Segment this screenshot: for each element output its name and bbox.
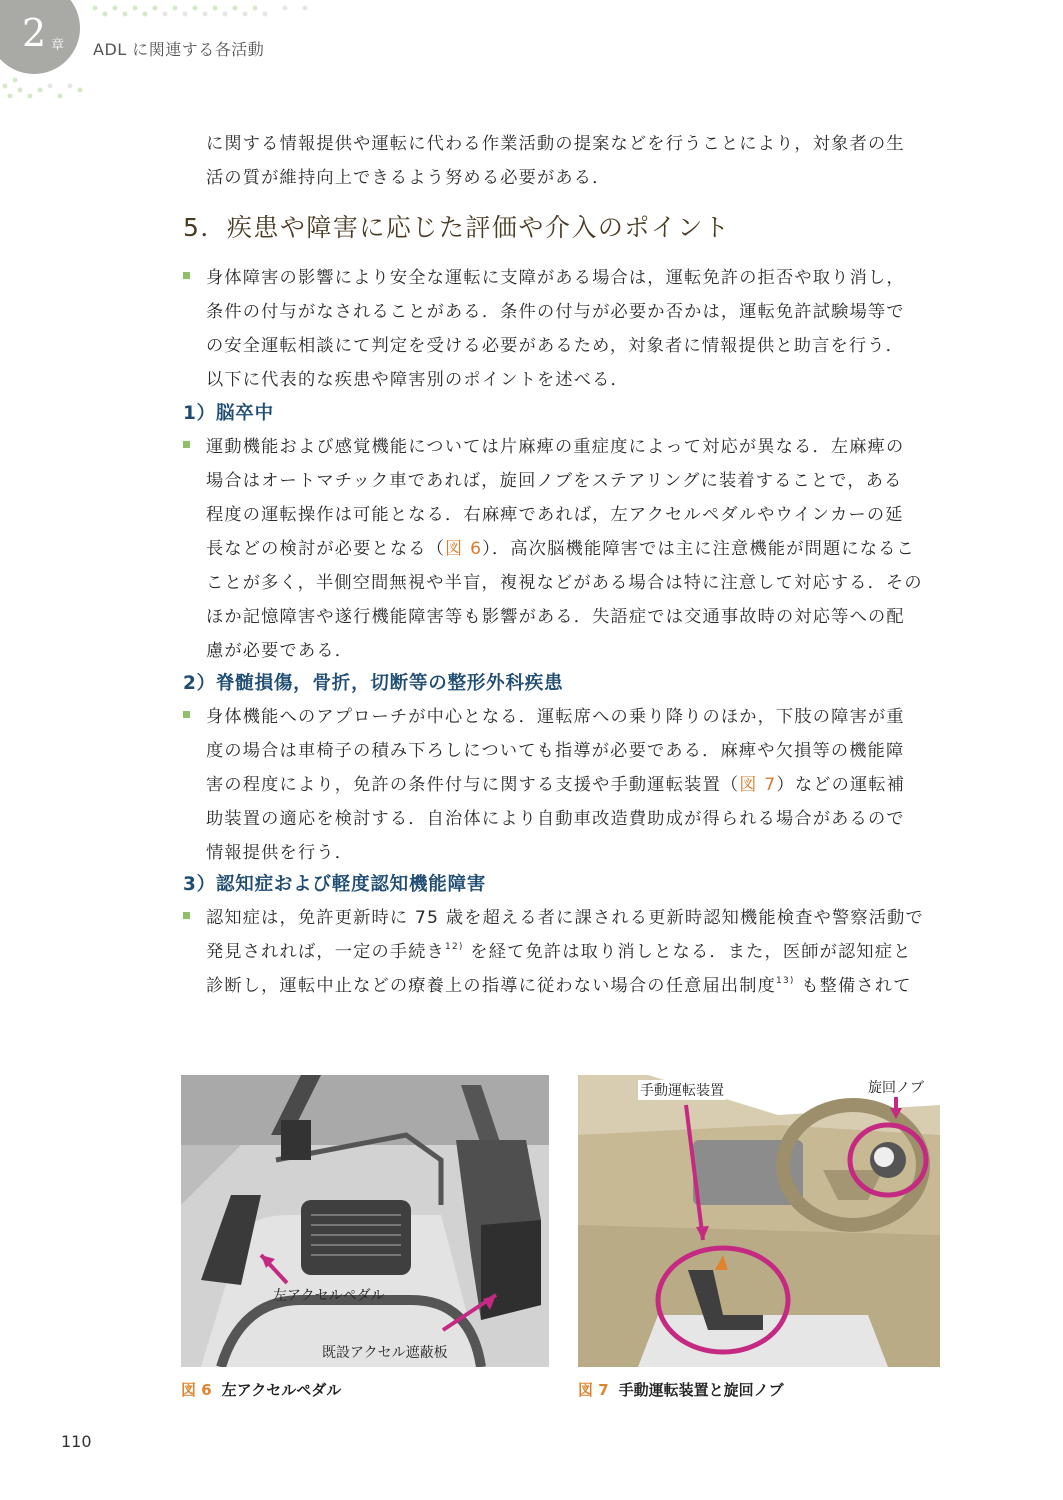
dementia-paragraph xyxy=(206,901,942,1003)
figure-7-label-knob: 旋回ノブ xyxy=(866,1077,926,1097)
figure-6-caption: 図 6 左アクセルペダル xyxy=(181,1381,342,1399)
section-heading: 5．疾患や障害に応じた評価や介入のポイント xyxy=(183,213,731,242)
subheading-stroke: 1）脳卒中 xyxy=(183,403,274,424)
bullet-marker xyxy=(183,711,190,718)
text-line: 害の程度により，免許の条件付与に関する支援や手動運転装置（図 7）などの運転補 xyxy=(206,775,906,795)
text-line: 程度の運転操作は可能となる．右麻痺であれば，左アクセルペダルやウインカーの延 xyxy=(206,505,904,525)
text-line: 身体機能へのアプローチが中心となる．運転席への乗り降りのほか，下肢の障害が重 xyxy=(206,707,905,727)
text-line: 認知症は，免許更新時に 75 歳を超える者に課される更新時認知機能検査や警察活動で xyxy=(206,908,924,928)
text-line: 身体障害の影響により安全な運転に支障がある場合は，運転免許の拒否や取り消し， xyxy=(206,268,905,288)
orthopedic-paragraph xyxy=(206,700,942,870)
bullet-paragraph xyxy=(206,261,942,397)
bullet-marker xyxy=(183,272,190,279)
subheading-dementia: 3）認知症および軽度認知機能障害 xyxy=(183,874,487,895)
text-line: 場合はオートマチック車であれば，旋回ノブをステアリングに装着することで，ある xyxy=(206,471,903,491)
text-line: 長などの検討が必要となる（図 6）．高次脳機能障害では主に注意機能が問題になるこ xyxy=(206,539,915,559)
chapter-number: 2 xyxy=(22,11,47,55)
text-line: 慮が必要である． xyxy=(206,641,354,661)
text-line: 発見されれば，一定の手続き$^{12)}$ を経て免許は取り消しとなる．また，医師が認知症と xyxy=(206,942,912,962)
figure-7-reference[interactable]: 図 7 xyxy=(739,775,777,795)
text-line: に関する情報提供や運転に代わる作業活動の提案などを行うことにより，対象者の生 xyxy=(206,134,905,154)
subheading-orthopedic: 2）脊髄損傷，骨折，切断等の整形外科疾患 xyxy=(183,673,564,694)
intro-paragraph xyxy=(206,127,942,195)
page-number: 110 xyxy=(61,1432,92,1451)
text-line: の安全運転相談にて判定を受ける必要があるため，対象者に情報提供と助言を行う． xyxy=(206,336,905,356)
text-line: 情報提供を行う． xyxy=(206,843,354,863)
citation-12: 12) xyxy=(445,942,464,952)
figure-7-caption: 図 7 手動運転装置と旋回ノブ xyxy=(578,1381,784,1399)
figure-7-illustration xyxy=(578,1075,940,1367)
text-line: 以下に代表的な疾患や障害別のポイントを述べる． xyxy=(206,370,629,390)
running-title: ADL に関連する各活動 xyxy=(93,40,265,59)
text-line: 活の質が維持向上できるよう努める必要がある． xyxy=(206,168,611,188)
stroke-paragraph xyxy=(206,430,942,668)
citation-13: 13) xyxy=(776,976,795,986)
chapter-label: 章 xyxy=(51,38,65,53)
figure-6-label-pedal: 左アクセルペダル xyxy=(273,1288,385,1304)
figure-6-reference[interactable]: 図 6 xyxy=(445,539,483,559)
figure-6-illustration xyxy=(181,1075,549,1367)
figure-7-label-hand-control: 手動運転装置 xyxy=(638,1080,726,1100)
text-line: 運動機能および感覚機能については片麻痺の重症度によって対応が異なる．左麻痺の xyxy=(206,437,905,457)
text-line: ことが多く，半側空間無視や半盲，複視などがある場合は特に注意して対応する．その xyxy=(206,573,923,593)
bullet-marker xyxy=(183,912,190,919)
text-line: 条件の付与がなされることがある．条件の付与が必要か否かは，運転免許試験場等で xyxy=(206,302,905,322)
text-line: 助装置の適応を検討する．自治体により自動車改造費助成が得られる場合があるので xyxy=(206,809,905,829)
text-line: 診断し，運転中止などの療養上の指導に従わない場合の任意届出制度$^{13)}$ も整備されて xyxy=(206,976,912,996)
text-line: ほか記憶障害や遂行機能障害等も影響がある．失語症では交通事故時の対応等への配 xyxy=(206,607,905,627)
figure-6-label-cover: 既設アクセル遮蔽板 xyxy=(322,1345,448,1361)
text-line: 度の場合は車椅子の積み下ろしについても指導が必要である．麻痺や欠損等の機能障 xyxy=(206,741,905,761)
bullet-marker xyxy=(183,441,190,448)
